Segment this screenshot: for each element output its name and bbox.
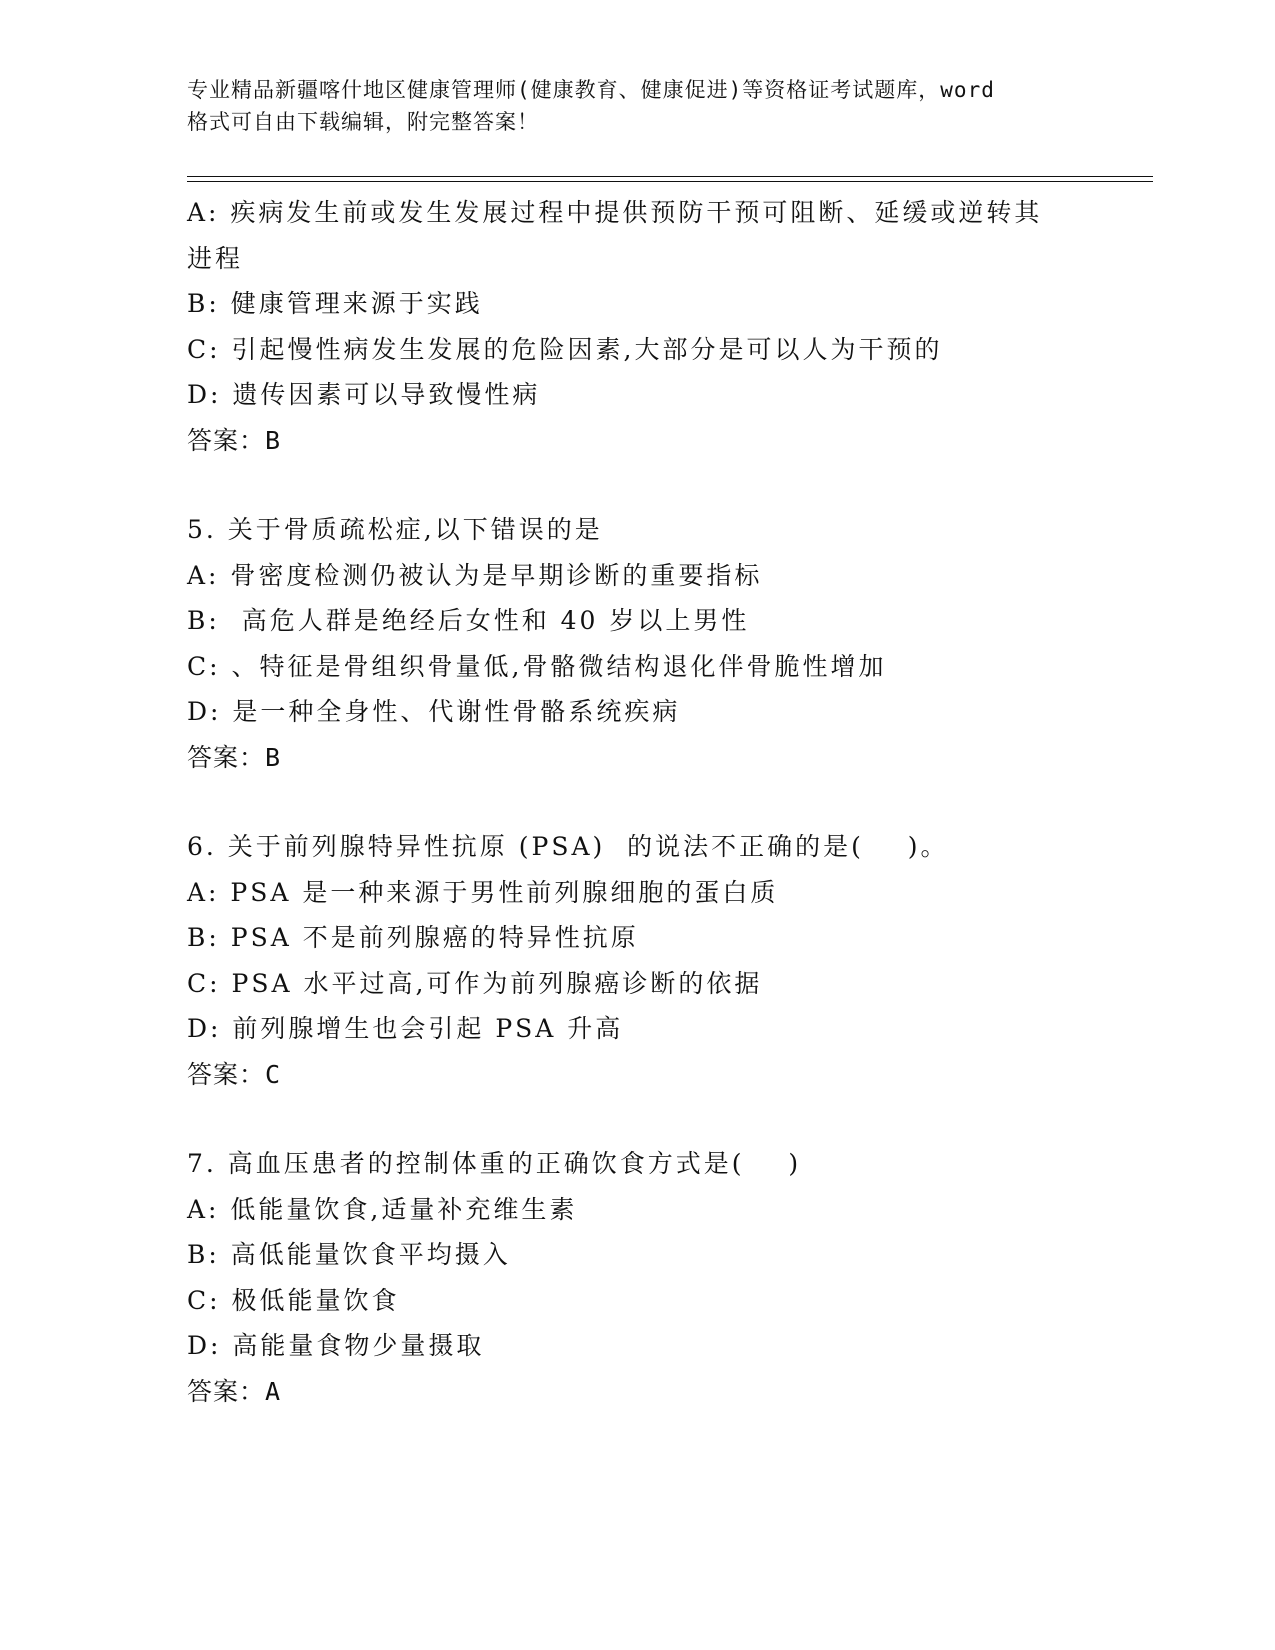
option-c: C: 引起慢性病发生发展的危险因素,大部分是可以人为干预的: [187, 334, 943, 364]
spacer: [187, 1097, 1087, 1141]
option-b: B: PSA 不是前列腺癌的特异性抗原: [187, 923, 639, 952]
answer: 答案：C: [187, 1059, 282, 1089]
question-stem: 6. 关于前列腺特异性抗原 (PSA) 的说法不正确的是( )。: [187, 832, 949, 861]
option-b: B: 高危人群是绝经后女性和 40 岁以上男性: [187, 606, 750, 635]
header-line-2: 格式可自由下载编辑，附完整答案！: [187, 110, 539, 134]
option-a: A: PSA 是一种来源于男性前列腺细胞的蛋白质: [187, 877, 779, 907]
question-stem: 5. 关于骨质疏松症,以下错误的是: [187, 515, 603, 544]
option-a: A: 骨密度检测仍被认为是早期诊断的重要指标: [187, 560, 763, 590]
option-d: D: 遗传因素可以导致慢性病: [187, 380, 541, 409]
option-b: B: 健康管理来源于实践: [187, 289, 483, 318]
option-d: D: 前列腺增生也会引起 PSA 升高: [187, 1014, 624, 1043]
option-c: C: 、特征是骨组织骨量低,骨骼微结构退化伴骨脆性增加: [187, 651, 887, 681]
option-a-continued: 进程: [187, 243, 244, 273]
option-a: A: 疾病发生前或发生发展过程中提供预防干预可阻断、延缓或逆转其: [187, 198, 1043, 227]
option-a: A: 低能量饮食,适量补充维生素: [187, 1194, 578, 1224]
header-divider-top: [187, 176, 1153, 177]
option-b: B: 高低能量饮食平均摄入: [187, 1240, 511, 1269]
question-7: [187, 1141, 1087, 1414]
spacer: [187, 463, 1087, 507]
option-c: C: PSA 水平过高,可作为前列腺癌诊断的依据: [187, 968, 763, 998]
answer: 答案：B: [187, 742, 282, 772]
question-list: [187, 190, 1087, 1414]
question-6: [187, 824, 1087, 1097]
spacer: [187, 780, 1087, 824]
question-stem: 7. 高血压患者的控制体重的正确饮食方式是( ): [187, 1149, 802, 1178]
option-d: D: 是一种全身性、代谢性骨骼系统疾病: [187, 697, 681, 726]
option-c: C: 极低能量饮食: [187, 1285, 400, 1315]
answer: 答案：B: [187, 425, 282, 455]
header-line-1: 专业精品新疆喀什地区健康管理师(健康教育、健康促进)等资格证考试题库，word: [187, 78, 995, 102]
answer: 答案：A: [187, 1376, 282, 1406]
header-divider-bottom: [187, 181, 1153, 182]
option-d: D: 高能量食物少量摄取: [187, 1331, 485, 1360]
question-5: [187, 507, 1087, 780]
document-header: [187, 74, 1087, 138]
question-4: [187, 190, 1087, 463]
